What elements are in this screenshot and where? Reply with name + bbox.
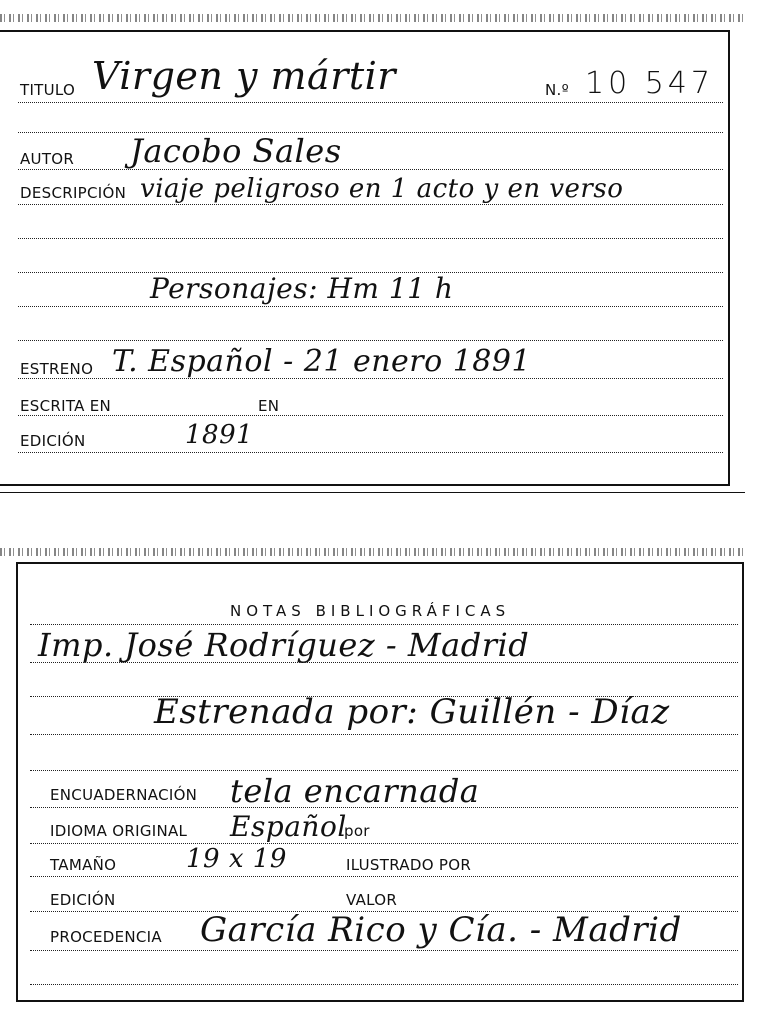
provenance-label: PROCEDENCIA <box>50 928 162 946</box>
catalog-card-main <box>0 30 730 486</box>
provenance-rule <box>30 950 738 951</box>
illustrated-label: ILUSTRADO POR <box>346 856 472 874</box>
number-label: N.º <box>545 81 569 99</box>
edition-value: 1891 <box>185 420 254 450</box>
size-value: 19 x 19 <box>186 844 287 874</box>
binding-value: tela encarnada <box>230 772 480 810</box>
written-en-label: EN <box>258 397 280 415</box>
premiere-label: ESTRENO <box>20 360 94 378</box>
value-label: VALOR <box>346 891 398 909</box>
provenance-value: García Rico y Cía. - Madrid <box>200 910 682 950</box>
title-value: Virgen y mártir <box>92 54 396 98</box>
por-label: por <box>344 822 370 840</box>
binding-rule <box>30 807 738 808</box>
language-value: Español <box>230 810 347 843</box>
edition-rule <box>18 452 723 453</box>
characters-rule <box>18 306 723 307</box>
scan-edge-noise-top <box>0 14 745 22</box>
characters-value: Personajes: Hm 11 h <box>150 272 454 305</box>
card-separator-line <box>0 492 745 493</box>
title-label: TITULO <box>20 81 76 99</box>
premiere-value: T. Español - 21 enero 1891 <box>112 344 532 379</box>
written-in-rule <box>18 415 723 416</box>
notes-line-1: Imp. José Rodríguez - Madrid <box>38 626 530 664</box>
notes-line-2: Estrenada por: Guillén - Díaz <box>154 692 670 732</box>
heading-rule <box>30 624 738 625</box>
bottom-rule <box>30 984 738 985</box>
notes-rule-3 <box>30 734 738 735</box>
title-rule <box>18 102 723 103</box>
edition2-label: EDICIÓN <box>50 891 116 909</box>
language-rule <box>30 843 738 844</box>
notes-rule-4 <box>30 770 738 771</box>
author-rule <box>18 169 723 170</box>
notes-heading: NOTAS BIBLIOGRÁFICAS <box>230 602 511 620</box>
notes-rule-1 <box>30 662 738 663</box>
blank-rule-4 <box>18 340 723 341</box>
catalog-card-notes <box>16 562 744 1002</box>
author-label: AUTOR <box>20 150 75 168</box>
description-rule <box>18 204 723 205</box>
language-label: IDIOMA ORIGINAL <box>50 822 188 840</box>
blank-rule-2 <box>18 238 723 239</box>
binding-label: ENCUADERNACIÓN <box>50 786 198 804</box>
premiere-rule <box>18 378 723 379</box>
size-rule <box>30 876 738 877</box>
description-label: DESCRIPCIÓN <box>20 184 127 202</box>
edition-label: EDICIÓN <box>20 432 86 450</box>
blank-rule-1 <box>18 132 723 133</box>
written-in-label: ESCRITA EN <box>20 397 112 415</box>
scan-edge-noise-bottom <box>0 548 745 556</box>
author-value: Jacobo Sales <box>130 132 342 170</box>
size-label: TAMAÑO <box>50 856 117 874</box>
number-value: 10 547 <box>585 66 714 101</box>
description-value: viaje peligroso en 1 acto y en verso <box>140 174 624 204</box>
